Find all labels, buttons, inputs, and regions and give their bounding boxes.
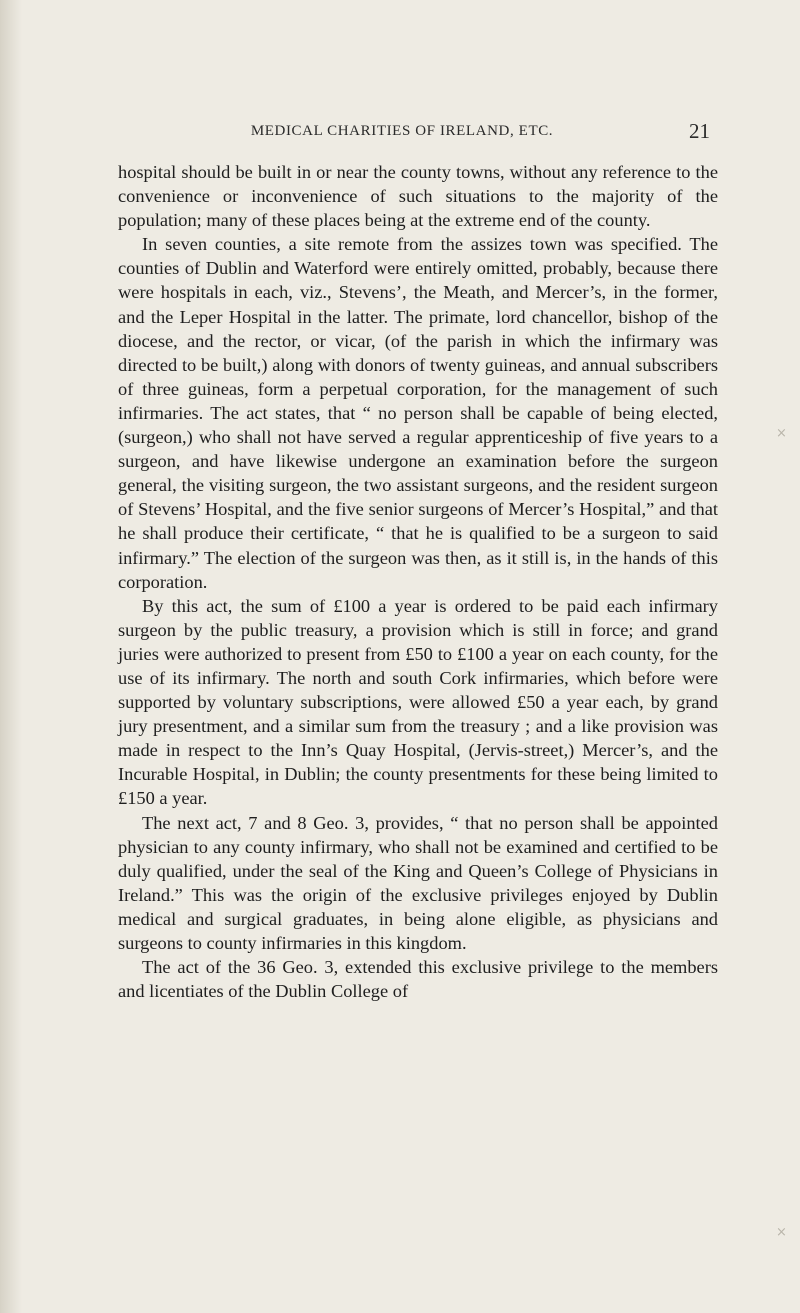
paragraph: The act of the 36 Geo. 3, extended this exclusive privilege to the members and licentiates of the Dublin College of <box>118 957 718 1002</box>
margin-mark: × <box>776 1225 787 1240</box>
body-text <box>118 160 718 1003</box>
paragraph-continued: hospital should be built in or near the county towns, without any reference to the convenience or inconvenience of such situations to the majority of the population; many of these places being at the extreme end of the county. <box>118 162 718 231</box>
paragraph: By this act, the sum of £100 a year is ordered to be paid each infirmary surgeon by the public treasury, a provision which is still in force; and grand juries were authorized to present from £50 to £100 a year on each county, for the use of its infirmary. The north and south Cork infirmaries, which before were supported by voluntary subscriptions, were allowed £50 a year each, by grand jury presentment, and a similar sum from the treasury ; and a like provision was made in respect to the Inn’s Quay Hospital, (Jervis-street,) Mercer’s, and the Incurable Hospital, in Dublin; the county presentments for these being limited to £150 a year. <box>118 595 718 809</box>
page-gutter-shadow <box>0 0 22 1313</box>
page-number: 21 <box>689 119 710 143</box>
paragraph: In seven counties, a site remote from the assizes town was specified. The counties of Dublin and Waterford were entirely omitted, probably, because there were hospitals in each, viz., Stevens’, the Meath, and Mercer’s, in the former, and the Leper Hospital in the latter. The primate, lord chancellor, bishop of the diocese, and the rector, or vicar, (of the parish in which the infirmary was directed to be built,) along with donors of twenty guineas, and annual subscribers of three guineas, form a perpetual corporation, for the management of such infirmaries. The act states, that “ no person shall be capable of being elected, (surgeon,) who shall not have served a regular apprenticeship of five years to a surgeon, and have likewise undergone an examination before the surgeon general, the visiting surgeon, the two assistant surgeons, and the resident surgeon of Stevens’ Hospital, and the five senior surgeons of Mercer’s Hospital,” and that he shall produce their certificate, “ that he is qualified to be a surgeon to said infirmary.” The election of the surgeon was then, as it still is, in the hands of this corporation. <box>118 234 718 592</box>
running-head <box>142 119 710 149</box>
running-title: MEDICAL CHARITIES OF IRELAND, ETC. <box>250 123 554 139</box>
margin-mark: × <box>776 426 787 441</box>
paragraph: The next act, 7 and 8 Geo. 3, provides, “ that no person shall be appointed physician to any county infirmary, who shall not be examined and certified to be duly qualified, under the seal of the King and Queen’s College of Physicians in Ireland.” This was the origin of the exclusive privileges enjoyed by Dublin medical and surgical graduates, in being alone eligible, as physicians and surgeons to county infirmaries in this kingdom. <box>118 812 718 953</box>
